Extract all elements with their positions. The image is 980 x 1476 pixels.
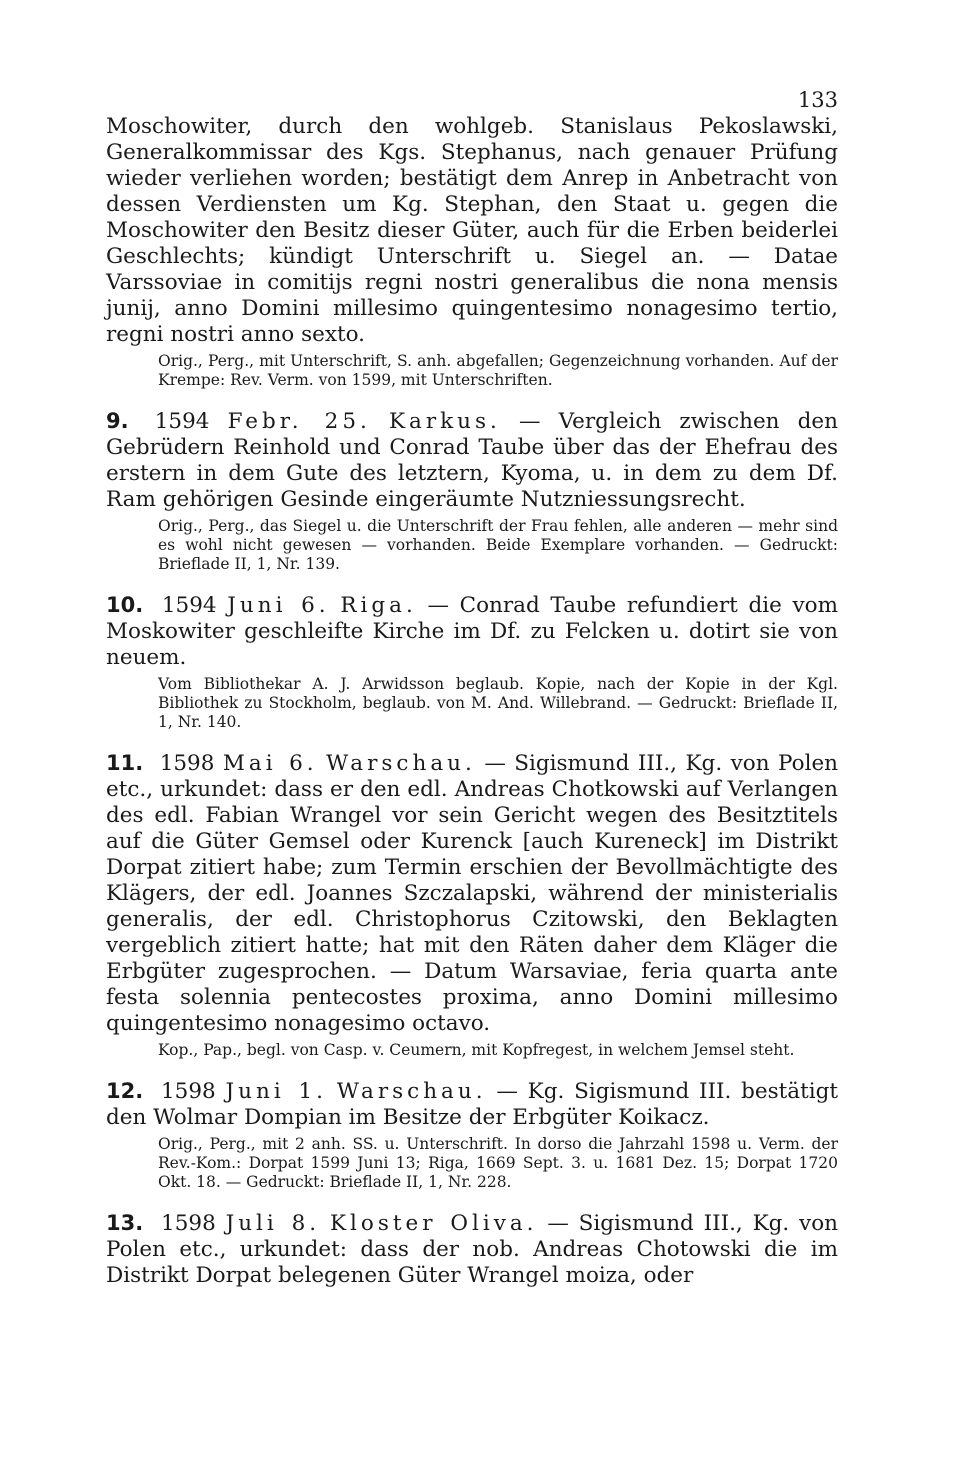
document-body xyxy=(106,114,838,1289)
entry-place: Karkus. xyxy=(388,409,501,434)
entry-place: Warschau. xyxy=(326,751,476,776)
entry-year: 1594 xyxy=(154,409,210,434)
entry-text: — Conrad Taube refundiert die vom Moskowiter geschleifte Kirche im Df. zu Felcken u. dotirt sie von neuem. xyxy=(106,593,838,670)
entry-text: — Vergleich zwischen den Gebrüdern Reinhold und Conrad Taube über das der Ehefrau des erstern in dem Gute des letztern, Kyoma, u. in dem zu dem Df. Ram gehörigen Gesinde eingeräumte Nutzniessungsrecht. xyxy=(106,409,838,512)
entry-13 xyxy=(106,1210,838,1289)
intro-paragraph: Moschowiter, durch den wohlgeb. Stanislaus Pekoslawski, Generalkommissar des Kgs. Stephanus, nach genauer Prüfung wieder verliehen worden; bestätigt dem Anrep in Anbetracht von dessen Verdiensten um Kg. Stephan, den Staat u. gegen die Moschowiter den Besitz dieser Güter, auch für die Erben beiderlei Geschlechts; kündigt Unterschrift u. Siegel an. — Datae Varssoviae in comitijs regni nostri generalibus die nona mensis junij, anno Domini millesimo quingentesimo nonagesimo tertio, regni nostri anno sexto. xyxy=(106,114,838,347)
entry-text: — Sigismund III., Kg. von Polen etc., urkundet: dass der nob. Andreas Chotowski die im Distrikt Dorpat belegenen Güter Wrangel moiza, oder xyxy=(106,1211,838,1288)
entry-date: Juni 6. xyxy=(227,593,330,618)
entry-number: 11. xyxy=(106,751,144,775)
entry-12 xyxy=(106,1078,838,1192)
entry-date: Febr. 25. xyxy=(227,409,371,434)
entry-number: 9. xyxy=(106,409,129,433)
entry-year: 1594 xyxy=(161,593,217,618)
entry-year: 1598 xyxy=(161,1211,216,1236)
page-number: 133 xyxy=(797,88,838,112)
entry-number: 12. xyxy=(106,1079,144,1103)
entry-date: Juni 1. xyxy=(225,1079,328,1104)
entry-note: Orig., Perg., das Siegel u. die Unterschrift der Frau fehlen, alle anderen — mehr sind es wohl nicht gewesen — vorhanden. Beide Exemplare vorhanden. — Gedruckt: Brieflade II, 1, Nr. 139. xyxy=(158,517,838,573)
entry-note: Vom Bibliothekar A. J. Arwidsson beglaub. Kopie, nach der Kopie in der Kgl. Bibliothek zu Stockholm, beglaub. von M. And. Willebrand. — Gedruckt: Brieflade II, 1, Nr. 140. xyxy=(158,675,838,731)
entry-number: 13. xyxy=(106,1211,144,1235)
entry-place: Kloster Oliva. xyxy=(329,1211,538,1236)
entry-year: 1598 xyxy=(159,751,215,776)
entry-9 xyxy=(106,408,838,574)
entry-text: — Sigismund III., Kg. von Polen etc., urkundet: dass er den edl. Andreas Chotkowski auf Verlangen des edl. Fabian Wrangel vor sein Gericht wegen des Besitztitels auf die Güter Gemsel oder Kurenck [auch Kureneck] im Distrikt Dorpat zitiert habe; zum Termin erschien der Bevollmächtigte des Klägers, der edl. Joannes Szczalapski, während der ministerialis generalis, der edl. Christophorus Czitowski, den Beklagten vergeblich zitiert hatte; hat mit den Räten daher dem Kläger die Erbgüter zugesprochen. — Datum Warsaviae, feria quarta ante festa solennia pentecostes proxima, anno Domini millesimo quingentesimo nonagesimo octavo. xyxy=(106,751,839,1036)
entry-place: Riga. xyxy=(340,593,417,618)
intro-note: Orig., Perg., mit Unterschrift, S. anh. abgefallen; Gegenzeichnung vorhanden. Auf der Krempe: Rev. Verm. von 1599, mit Unterschriften. xyxy=(158,352,838,389)
entry-note: Orig., Perg., mit 2 anh. SS. u. Unterschrift. In dorso die Jahrzahl 1598 u. Verm. der Rev.-Kom.: Dorpat 1599 Juni 13; Riga, 1669 Sept. 3. u. 1681 Dez. 15; Dorpat 1720 Okt. 18. — Gedruckt: Brieflade II, 1, Nr. 228. xyxy=(158,1135,838,1191)
entry-date: Juli 8. xyxy=(225,1211,321,1236)
entry-note: Kop., Pap., begl. von Casp. v. Ceumern, mit Kopfregest, in welchem Jemsel steht. xyxy=(158,1041,795,1059)
entry-number: 10. xyxy=(106,593,144,617)
entry-date: Mai 6. xyxy=(222,751,318,776)
entry-year: 1598 xyxy=(161,1079,216,1104)
entry-place: Warschau. xyxy=(336,1079,487,1104)
entry-text: — Kg. Sigismund III. bestätigt den Wolmar Dompian im Besitze der Erbgüter Koikacz. xyxy=(106,1079,838,1130)
entry-11 xyxy=(106,750,838,1060)
entry-10 xyxy=(106,592,838,732)
